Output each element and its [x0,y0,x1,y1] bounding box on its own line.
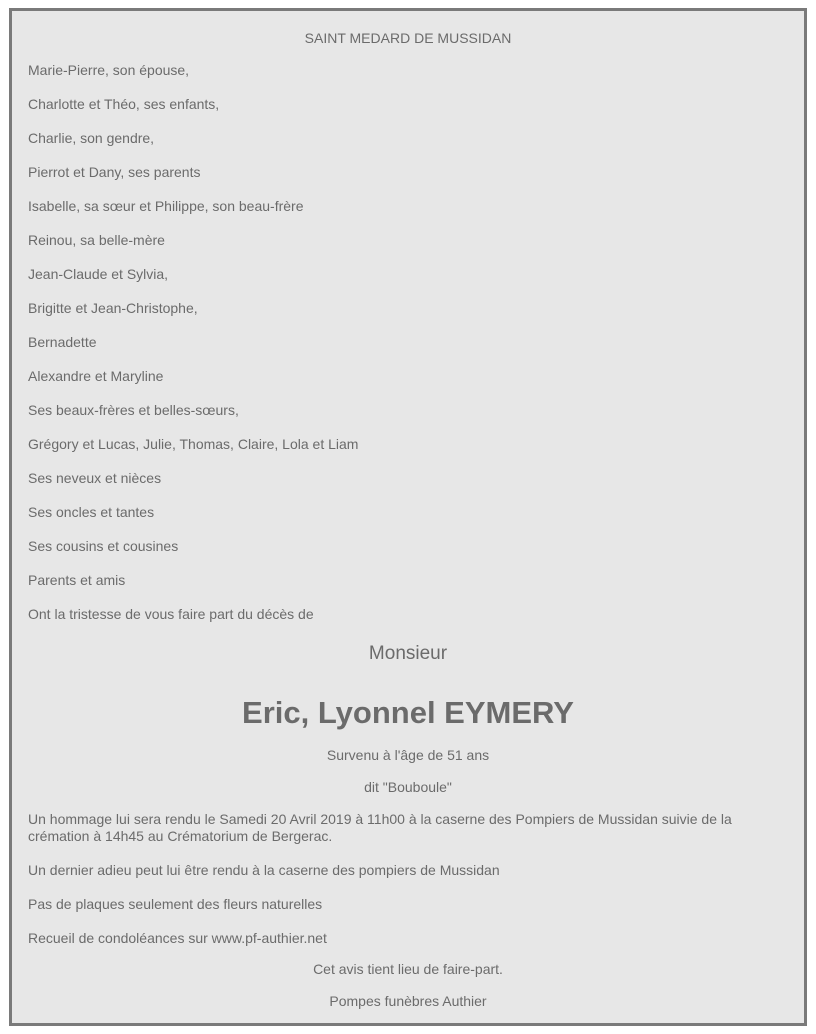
family-line: Bernadette [28,334,97,350]
family-line: Charlie, son gendre, [28,130,155,146]
family-line: Ses cousins et cousines [28,538,179,554]
family-line: Marie-Pierre, son épouse, [28,62,190,78]
funeral-home: Pompes funèbres Authier [329,993,487,1009]
flowers-line: Pas de plaques seulement des fleurs naturelles [28,896,323,912]
nickname-line: dit "Bouboule" [364,779,452,795]
family-line: Jean-Claude et Sylvia, [28,266,169,282]
family-line: Ses neveux et nièces [28,470,162,486]
deceased-name: Eric, Lyonnel EYMERY [242,695,574,730]
family-line: Parents et amis [28,572,126,588]
honorific: Monsieur [368,643,448,664]
family-line: Ses beaux-frères et belles-sœurs, [28,402,239,418]
announcement-line: Ont la tristesse de vous faire part du décès de [28,606,314,622]
family-line: Grégory et Lucas, Julie, Thomas, Claire, Lola et Liam [28,436,359,452]
family-line: Isabelle, sa sœur et Philippe, son beau-frère [28,198,304,214]
notice-note: Cet avis tient lieu de faire-part. [313,961,503,977]
family-line: Pierrot et Dany, ses parents [28,164,201,180]
family-line: Reinou, sa belle-mère [28,232,165,248]
tribute-paragraph: Un hommage lui sera rendu le Samedi 20 Avril 2019 à 11h00 à la caserne des Pompiers de Mussidan suivie de la crémation à 14h45 au Crématorium de Bergerac. [28,811,732,844]
family-line: Brigitte et Jean-Christophe, [28,300,198,316]
obituary-notice [9,8,807,1026]
family-line: Ses oncles et tantes [28,504,155,520]
family-line: Charlotte et Théo, ses enfants, [28,96,220,112]
family-line: Alexandre et Maryline [28,368,164,384]
farewell-line: Un dernier adieu peut lui être rendu à la caserne des pompiers de Mussidan [28,862,500,878]
age-line: Survenu à l'âge de 51 ans [326,747,490,763]
condolences-line: Recueil de condoléances sur www.pf-authier.net [28,930,327,946]
location-heading: SAINT MEDARD DE MUSSIDAN [304,30,512,46]
